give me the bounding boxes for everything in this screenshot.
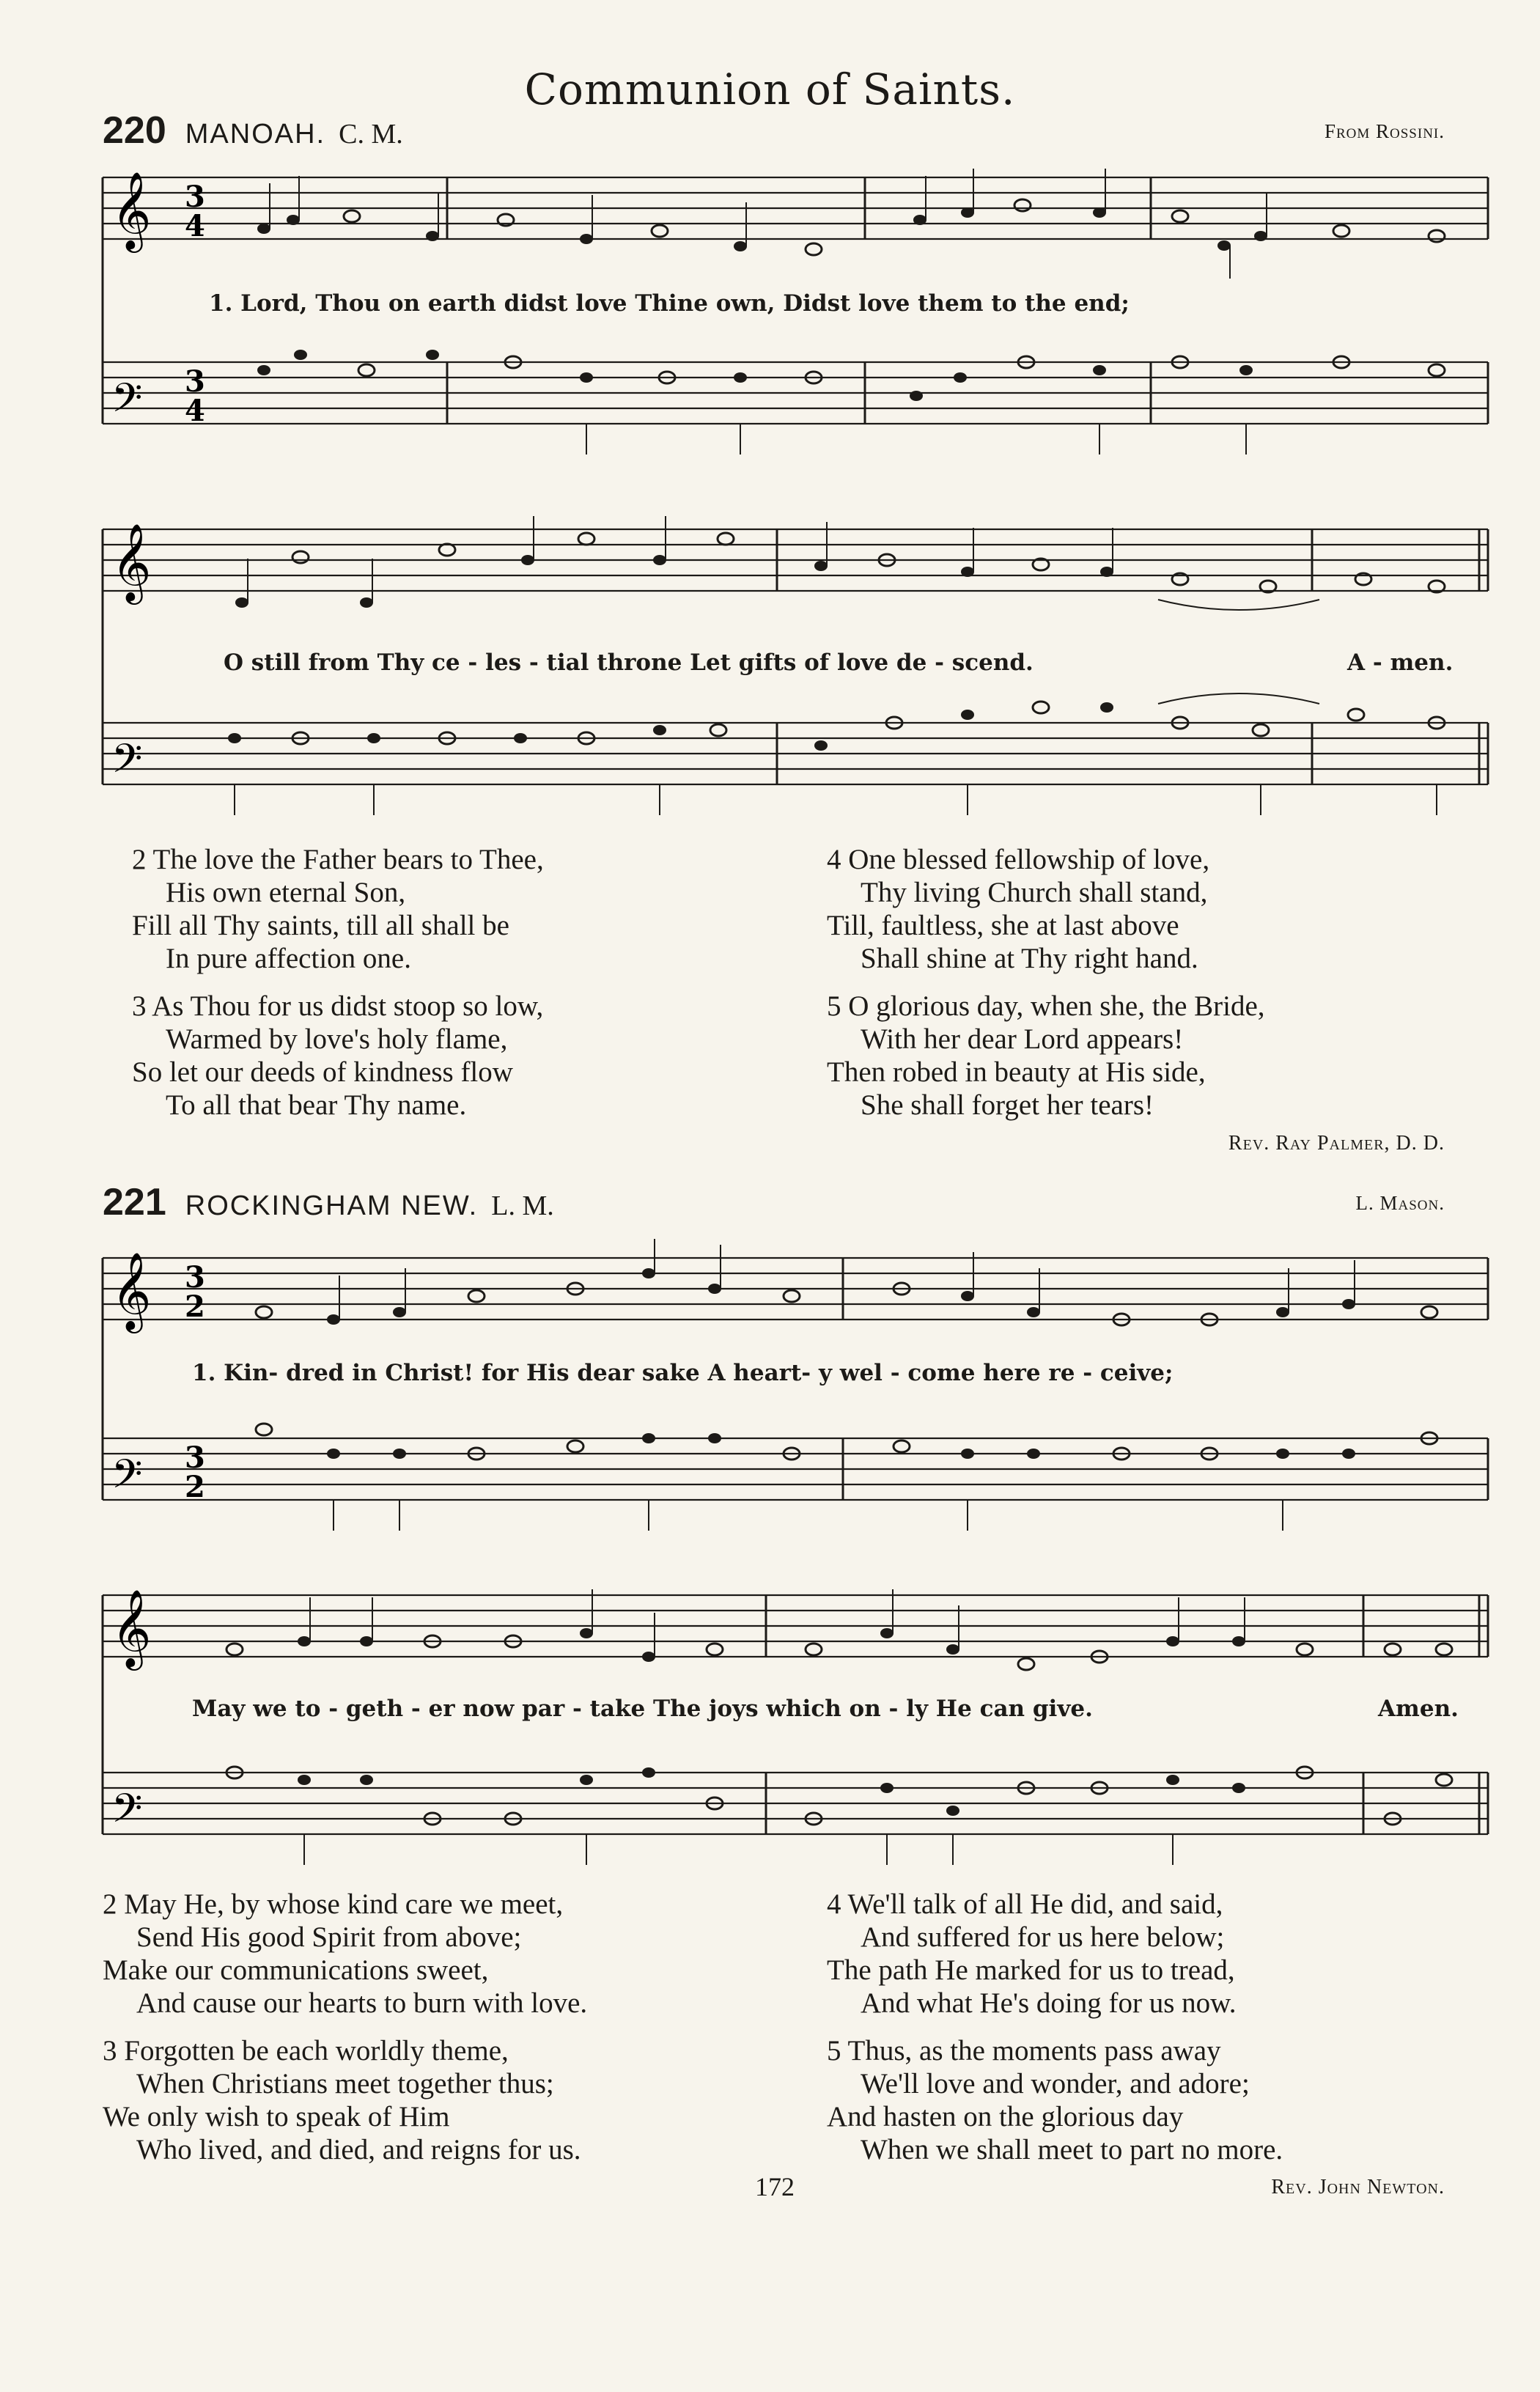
svg-text:2: 2 bbox=[185, 1289, 205, 1324]
stanza bbox=[827, 2034, 1283, 2166]
stanza-line: So let our deeds of kindness flow bbox=[132, 1056, 513, 1088]
stanza-line: Warmed by love's holy flame, bbox=[166, 1023, 508, 1055]
stanza-line: Send His good Spirit from above; bbox=[136, 1921, 522, 1953]
amen-label: Amen. bbox=[1378, 1696, 1459, 1722]
stanza-line: The path He marked for us to tread, bbox=[827, 1954, 1235, 1986]
stanza-line: And what He's doing for us now. bbox=[861, 1987, 1237, 2019]
svg-text:𝄞: 𝄞 bbox=[111, 1251, 152, 1330]
stanza-line: 4 We'll talk of all He did, and said, bbox=[827, 1888, 1223, 1920]
svg-text:4: 4 bbox=[185, 209, 205, 243]
stanza-line: 3 As Thou for us didst stoop so low, bbox=[132, 990, 544, 1022]
stanza-line: 4 One blessed fellowship of love, bbox=[827, 844, 1210, 875]
svg-text:𝄞: 𝄞 bbox=[111, 171, 152, 249]
stanza-line: Fill all Thy saints, till all shall be bbox=[132, 910, 509, 941]
tune-name: MANOAH. bbox=[185, 119, 326, 150]
stanza-line: Then robed in beauty at His side, bbox=[827, 1056, 1206, 1088]
stanza-line: She shall forget her tears! bbox=[861, 1089, 1154, 1121]
svg-text:3: 3 bbox=[185, 1260, 205, 1295]
page-number: 172 bbox=[755, 2172, 795, 2201]
stanza bbox=[103, 1888, 587, 2020]
meter: L. M. bbox=[491, 1191, 554, 1221]
stanza-line: 3 Forgotten be each worldly theme, bbox=[103, 2035, 509, 2067]
stanza-line: 5 O glorious day, when she, the Bride, bbox=[827, 990, 1265, 1022]
author-credit: Rev. Ray Palmer, D. D. bbox=[1228, 1132, 1445, 1155]
stanza-line: 5 Thus, as the moments pass away bbox=[827, 2035, 1221, 2067]
stanza-line: Thy living Church shall stand, bbox=[861, 877, 1208, 908]
stanza-line: Till, faultless, she at last above bbox=[827, 910, 1179, 941]
stanza bbox=[827, 1888, 1237, 2020]
lyrics-line: O still from Thy ce - les - tial throne Let gifts of love de - scend. bbox=[224, 649, 1034, 676]
svg-text:4: 4 bbox=[185, 394, 205, 428]
stanza-line: We only wish to speak of Him bbox=[103, 2101, 450, 2132]
stanza-line: Shall shine at Thy right hand. bbox=[861, 943, 1198, 974]
svg-text:3: 3 bbox=[185, 1440, 205, 1475]
composer: L. Mason. bbox=[1355, 1192, 1445, 1214]
stanza-line: And suffered for us here below; bbox=[861, 1921, 1225, 1953]
section-title: Communion of Saints. bbox=[524, 65, 1016, 114]
hymn-number: 221 bbox=[103, 1181, 166, 1223]
svg-text:𝄢: 𝄢 bbox=[111, 1785, 143, 1841]
stanza bbox=[103, 2034, 581, 2166]
stanza-line: With her dear Lord appears! bbox=[861, 1023, 1184, 1055]
tune-name: ROCKINGHAM NEW. bbox=[185, 1191, 479, 1221]
stanza-line: 2 The love the Father bears to Thee, bbox=[132, 844, 544, 875]
svg-text:2: 2 bbox=[185, 1470, 205, 1504]
svg-text:𝄢: 𝄢 bbox=[111, 1451, 143, 1507]
lyrics-line: May we to - geth - er now par - take The joys which on - ly He can give. bbox=[192, 1696, 1093, 1722]
svg-text:3: 3 bbox=[185, 180, 205, 214]
stanza-line: 2 May He, by whose kind care we meet, bbox=[103, 1888, 564, 1920]
lyrics-line: 1. Kin- dred in Christ! for His dear sake A heart- y wel - come here re - ceive; bbox=[192, 1360, 1174, 1386]
svg-text:3: 3 bbox=[185, 364, 205, 399]
lyrics-line: 1. Lord, Thou on earth didst love Thine own, Didst love them to the end; bbox=[209, 290, 1130, 317]
svg-text:𝄞: 𝄞 bbox=[111, 523, 152, 601]
svg-text:𝄞: 𝄞 bbox=[111, 1589, 152, 1667]
stanza-line: We'll love and wonder, and adore; bbox=[861, 2068, 1250, 2100]
meter: C. M. bbox=[339, 119, 403, 150]
stanza-line: Make our communications sweet, bbox=[103, 1954, 489, 1986]
stanza-line: And cause our hearts to burn with love. bbox=[136, 1987, 588, 2019]
svg-text:𝄢: 𝄢 bbox=[111, 375, 143, 431]
stanza-line: To all that bear Thy name. bbox=[166, 1089, 467, 1121]
stanza-line: And hasten on the glorious day bbox=[827, 2101, 1184, 2132]
stanza-line: When Christians meet together thus; bbox=[136, 2068, 554, 2100]
author-credit: Rev. John Newton. bbox=[1271, 2176, 1445, 2198]
amen-label: A - men. bbox=[1347, 649, 1454, 676]
hymn-number: 220 bbox=[103, 109, 166, 152]
svg-text:𝄢: 𝄢 bbox=[111, 735, 143, 792]
composer: From Rossini. bbox=[1324, 120, 1445, 142]
stanza-line: Who lived, and died, and reigns for us. bbox=[136, 2134, 581, 2165]
stanza-line: In pure affection one. bbox=[166, 943, 411, 974]
stanza-line: When we shall meet to part no more. bbox=[861, 2134, 1283, 2165]
stanza-line: His own eternal Son, bbox=[166, 877, 406, 908]
